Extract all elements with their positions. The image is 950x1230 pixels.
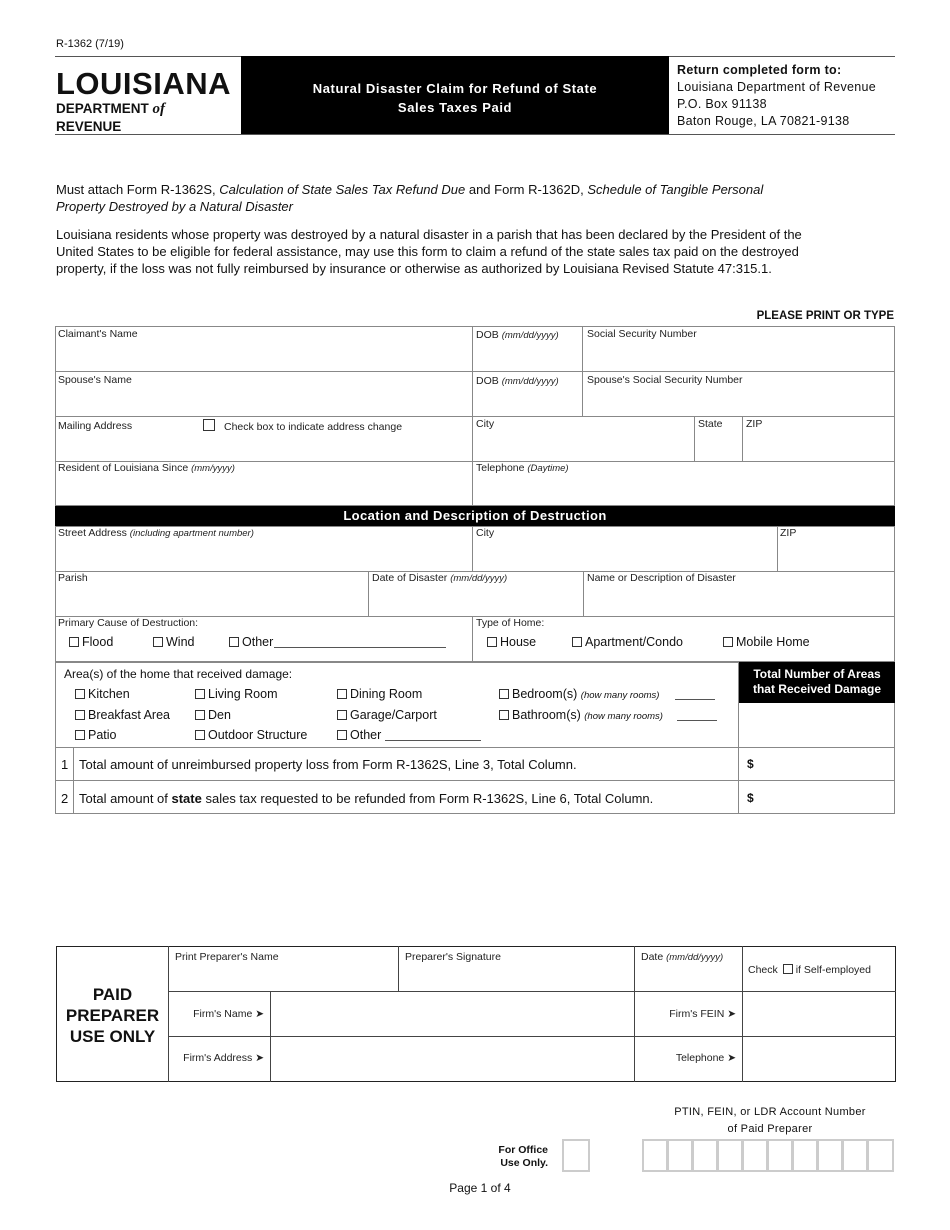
bathroom-count-line[interactable]: [677, 720, 717, 721]
preparer-telephone-input[interactable]: [743, 1037, 895, 1081]
preparer-name-field[interactable]: Print Preparer's Name: [175, 951, 279, 963]
rule: [472, 326, 473, 506]
checkbox-icon[interactable]: [75, 689, 85, 699]
area-bathroom-checkbox[interactable]: Bathroom(s) (how many rooms): [499, 708, 663, 722]
total-areas-header: [739, 662, 895, 703]
street-address-field[interactable]: Street Address (including apartment number): [58, 527, 254, 539]
form-id: R-1362 (7/19): [56, 38, 124, 50]
return-line-2: P.O. Box 91138: [677, 97, 767, 111]
rule: [472, 526, 473, 571]
checkbox-icon[interactable]: [337, 689, 347, 699]
mailing-state-field[interactable]: State: [698, 418, 723, 430]
line-1-label: Total amount of unreimbursed property loss from Form R-1362S, Line 3, Total Column.: [79, 757, 577, 772]
location-city-field[interactable]: City: [476, 527, 495, 539]
total-areas-input[interactable]: [739, 705, 894, 747]
location-header-title: Location and Description of Destruction: [343, 508, 607, 523]
title-line-1: Natural Disaster Claim for Refund of State: [312, 81, 598, 96]
checkbox-icon[interactable]: [153, 637, 163, 647]
firm-fein-input[interactable]: [743, 992, 895, 1036]
rule: [777, 526, 778, 571]
ptin-boxes[interactable]: [642, 1139, 894, 1172]
rule: [368, 571, 369, 616]
ldr-logo: [56, 68, 234, 136]
checkbox-icon[interactable]: [195, 710, 205, 720]
location-header: [55, 506, 895, 526]
spouse-dob-field[interactable]: DOB (mm/dd/yyyy): [476, 375, 559, 387]
resident-since-field[interactable]: Resident of Louisiana Since (mm/yyyy): [58, 462, 235, 474]
checkbox-icon[interactable]: [195, 730, 205, 740]
office-use-box: [562, 1139, 590, 1172]
preparer-telephone-label: Telephone ➤: [675, 1052, 736, 1064]
rule: [55, 416, 895, 417]
parish-field[interactable]: Parish: [58, 572, 88, 584]
firm-fein-label: Firm's FEIN ➤: [669, 1008, 736, 1020]
checkbox-icon[interactable]: [499, 710, 509, 720]
area-other-line[interactable]: [385, 740, 481, 741]
area-other-checkbox[interactable]: Other: [337, 728, 381, 742]
location-zip-field[interactable]: ZIP: [780, 527, 797, 539]
line-2-amount[interactable]: $: [747, 791, 754, 805]
area-kitchen-checkbox[interactable]: Kitchen: [75, 687, 130, 701]
checkbox-icon[interactable]: [203, 419, 215, 431]
header-bottom-rule: [55, 134, 895, 135]
area-patio-checkbox[interactable]: Patio: [75, 728, 117, 742]
cause-label: Primary Cause of Destruction:: [58, 617, 199, 629]
cause-other-checkbox[interactable]: Other: [229, 635, 273, 649]
cause-flood-checkbox[interactable]: Flood: [69, 635, 113, 649]
rule: [55, 747, 895, 748]
home-mobile-checkbox[interactable]: Mobile Home: [723, 635, 810, 649]
checkbox-icon[interactable]: [229, 637, 239, 647]
area-garage-checkbox[interactable]: Garage/Carport: [337, 708, 437, 722]
preparer-signature-field[interactable]: Preparer's Signature: [405, 951, 501, 963]
firm-name-label: Firm's Name ➤: [193, 1008, 264, 1020]
area-outdoor-checkbox[interactable]: Outdoor Structure: [195, 728, 307, 742]
return-address: [677, 62, 876, 130]
line-1-number: 1: [61, 757, 69, 772]
area-dining-checkbox[interactable]: Dining Room: [337, 687, 422, 701]
checkbox-icon[interactable]: [75, 730, 85, 740]
rule: [694, 416, 695, 461]
checkbox-icon[interactable]: [69, 637, 79, 647]
checkbox-icon[interactable]: [783, 964, 793, 974]
checkbox-icon[interactable]: [572, 637, 582, 647]
disaster-name-field[interactable]: Name or Description of Disaster: [587, 572, 736, 584]
total-areas-header-2: that Received Damage: [752, 682, 882, 696]
attach-instructions: Must attach Form R-1362S, Calculation of State Sales Tax Refund Due and Form R-1362D, Schedule of Tangible Personal Property Destroyed by a Natural Disaster: [56, 182, 764, 214]
area-bedroom-checkbox[interactable]: Bedroom(s) (how many rooms): [499, 687, 659, 701]
return-line-1: Louisiana Department of Revenue: [677, 80, 877, 94]
rule: [582, 326, 583, 416]
area-breakfast-checkbox[interactable]: Breakfast Area: [75, 708, 170, 722]
rule: [398, 946, 399, 991]
ptin-note: PTIN, FEIN, or LDR Account Number of Paid Preparer: [674, 1106, 866, 1135]
office-use-label: For Office Use Only.: [498, 1144, 548, 1169]
rule: [472, 616, 473, 662]
mailing-address-field[interactable]: Mailing Address: [58, 420, 133, 432]
checkbox-icon[interactable]: [337, 730, 347, 740]
address-change-checkbox[interactable]: Check box to indicate address change: [203, 419, 402, 433]
checkbox-icon[interactable]: [75, 710, 85, 720]
return-heading: Return completed form to:: [677, 63, 842, 77]
claimant-dob-field[interactable]: DOB (mm/dd/yyyy): [476, 329, 559, 341]
checkbox-icon[interactable]: [337, 710, 347, 720]
intro-paragraph: Louisiana residents whose property was destroyed by a natural disaster in a parish that has been declared by the President of the United States to be eligible for federal assistance, may use this form to claim a refund of the state sales tax paid on the destroyed property, if the loss was not fully reimbursed by insurance or otherwise as authorized by Louisiana Revised Statute 47:315.1.: [56, 227, 802, 276]
rule: [583, 571, 584, 616]
title-block: [241, 56, 669, 134]
disaster-date-field[interactable]: Date of Disaster (mm/dd/yyyy): [372, 572, 508, 584]
paid-preparer-title: PAID PREPARER USE ONLY: [65, 985, 160, 1046]
telephone-field[interactable]: Telephone (Daytime): [476, 462, 569, 474]
checkbox-icon[interactable]: [487, 637, 497, 647]
area-den-checkbox[interactable]: Den: [195, 708, 231, 722]
cause-wind-checkbox[interactable]: Wind: [153, 635, 194, 649]
line-2-label: Total amount of state sales tax requested to be refunded from Form R-1362S, Line 6, Total Column.: [79, 791, 654, 806]
checkbox-icon[interactable]: [499, 689, 509, 699]
home-type-label: Type of Home:: [476, 617, 545, 629]
rule: [55, 371, 895, 372]
rule: [168, 946, 169, 1082]
title-line-2: Sales Taxes Paid: [397, 100, 513, 115]
rule: [55, 780, 895, 781]
return-line-3: Baton Rouge, LA 70821-9138: [677, 114, 850, 128]
page-number: Page 1 of 4: [449, 1181, 511, 1195]
checkbox-icon[interactable]: [195, 689, 205, 699]
cause-other-line[interactable]: [274, 647, 446, 648]
logo-name: LOUISIANA: [56, 66, 231, 101]
ssn-field[interactable]: Social Security Number: [587, 328, 697, 340]
firm-address-label: Firm's Address ➤: [183, 1052, 264, 1064]
checkbox-icon[interactable]: [723, 637, 733, 647]
areas-label: Area(s) of the home that received damage:: [64, 667, 293, 681]
firm-address-input[interactable]: [271, 1037, 633, 1081]
home-house-checkbox[interactable]: House: [487, 635, 536, 649]
mailing-zip-field[interactable]: ZIP: [746, 418, 763, 430]
logo-dept: DEPARTMENT of REVENUE: [56, 101, 165, 134]
preparer-date-field[interactable]: Date (mm/dd/yyyy): [641, 951, 724, 963]
self-employed-checkbox[interactable]: Check if Self-employed: [748, 964, 871, 976]
line-1-amount[interactable]: $: [747, 757, 754, 771]
spouse-name-field[interactable]: Spouse's Name: [58, 374, 132, 386]
line-2-number: 2: [61, 791, 69, 806]
total-areas-header-1: Total Number of Areas: [753, 667, 881, 681]
firm-name-input[interactable]: [271, 992, 633, 1036]
rule: [634, 946, 635, 1082]
bedroom-count-line[interactable]: [675, 699, 715, 700]
spouse-ssn-field[interactable]: Spouse's Social Security Number: [587, 374, 743, 386]
rule: [73, 747, 74, 814]
rule: [742, 416, 743, 461]
area-living-checkbox[interactable]: Living Room: [195, 687, 277, 701]
claimant-name-field[interactable]: Claimant's Name: [58, 328, 138, 340]
mailing-city-field[interactable]: City: [476, 418, 495, 430]
print-note: PLEASE PRINT OR TYPE: [756, 310, 894, 322]
home-apartment-checkbox[interactable]: Apartment/Condo: [572, 635, 683, 649]
